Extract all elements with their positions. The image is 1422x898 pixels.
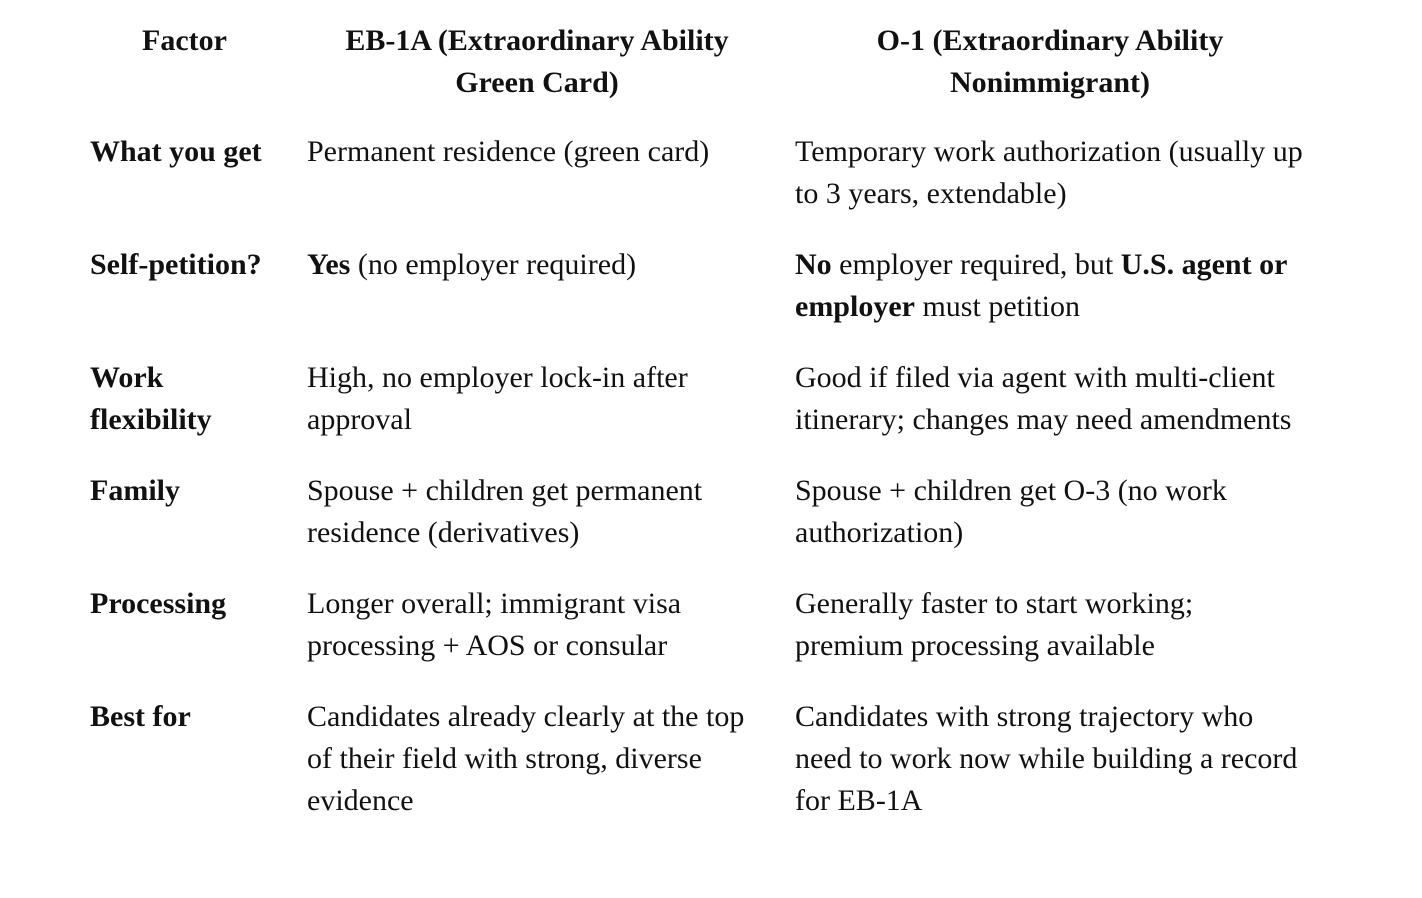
- eb1a-cell: Longer overall; immigrant visa processing + AOS or consular: [307, 587, 682, 662]
- o1-cell: [781, 244, 1319, 357]
- o1-bold-emphasis: U.S. agent or employer: [795, 248, 1287, 323]
- table-row: [76, 244, 1319, 357]
- factor-cell: Work flexibility: [90, 361, 212, 436]
- o1-cell: Good if filed via agent with multi-client itinerary; changes may need amendments: [795, 361, 1292, 436]
- header-o1: O-1 (Extraordinary Ability Nonimmigrant): [876, 24, 1224, 99]
- o1-text-1: employer required, but: [831, 248, 1121, 281]
- table-row: [76, 470, 1319, 583]
- table-body: [76, 131, 1319, 851]
- header-factor: Factor: [142, 24, 227, 57]
- o1-text-2: must petition: [914, 290, 1080, 323]
- o1-cell: Candidates with strong trajectory who need to work now while building a record for EB-1A: [795, 700, 1298, 817]
- eb1a-bold-answer: Yes: [307, 248, 351, 281]
- o1-bold-answer: No: [795, 248, 832, 281]
- table-row: [76, 696, 1319, 851]
- comparison-table: [76, 20, 1319, 851]
- table-row: [76, 131, 1319, 244]
- o1-cell: Generally faster to start working; premium processing available: [795, 587, 1194, 662]
- header-row: [76, 20, 1319, 131]
- table-row: [76, 357, 1319, 470]
- factor-cell: Self-petition?: [90, 248, 262, 281]
- eb1a-cell: Permanent residence (green card): [307, 135, 710, 168]
- table-row: [76, 583, 1319, 696]
- eb1a-text: (no employer required): [350, 248, 637, 281]
- o1-cell: Temporary work authorization (usually up to 3 years, extendable): [795, 135, 1303, 210]
- factor-cell: Best for: [90, 700, 191, 733]
- o1-cell: Spouse + children get O-3 (no work authorization): [795, 474, 1227, 549]
- table-header: [76, 20, 1319, 131]
- factor-cell: Processing: [90, 587, 227, 620]
- eb1a-cell: Spouse + children get permanent residence (derivatives): [307, 474, 703, 549]
- header-eb1a: EB-1A (Extraordinary Ability Green Card): [345, 24, 729, 99]
- eb1a-cell: [293, 244, 781, 357]
- factor-cell: What you get: [90, 135, 262, 168]
- eb1a-cell: High, no employer lock-in after approval: [307, 361, 688, 436]
- factor-cell: Family: [90, 474, 180, 507]
- eb1a-cell: Candidates already clearly at the top of their field with strong, diverse evidence: [307, 700, 745, 817]
